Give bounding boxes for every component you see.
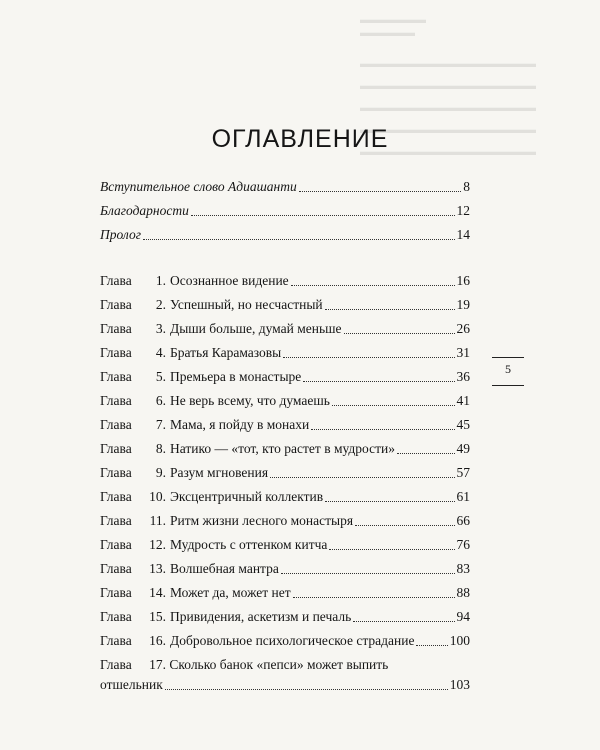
chapter-title: Эксцентричный коллектив — [170, 489, 324, 504]
chapter-title: Мама, я пойду в монахи — [170, 417, 310, 432]
dot-leader — [143, 239, 455, 240]
dot-leader — [283, 357, 454, 358]
dot-leader — [303, 381, 454, 382]
chapter-page: 49 — [456, 441, 470, 456]
chapter-number: 2. — [155, 297, 166, 312]
entry-page: 12 — [456, 203, 470, 218]
chapter-page: 41 — [456, 393, 470, 408]
dot-leader — [311, 429, 454, 430]
chapter-word: Глава — [100, 561, 132, 576]
chapter-title: Премьера в монастыре — [170, 369, 302, 384]
dot-leader — [299, 191, 462, 192]
chapter-number: 9. — [155, 465, 166, 480]
chapter-title: Привидения, аскетизм и печаль — [170, 609, 352, 624]
dot-leader — [191, 215, 455, 216]
chapter-page: 26 — [456, 321, 470, 336]
toc-entry-chapter[interactable] — [100, 512, 470, 530]
toc-entry-chapter[interactable] — [100, 488, 470, 506]
chapter-title: Добровольное психологическое страдание — [170, 633, 415, 648]
chapter-page: 88 — [456, 585, 470, 600]
dot-leader — [165, 689, 448, 690]
toc-entry-chapter[interactable] — [100, 608, 470, 626]
chapter-word: Глава — [100, 297, 132, 312]
page-number: 5 — [505, 362, 511, 376]
chapter-number: 13. — [149, 561, 166, 576]
chapter-word: Глава — [100, 369, 132, 384]
dot-leader — [293, 597, 455, 598]
toc-entry-chapter[interactable] — [100, 632, 470, 650]
toc-entry-chapter[interactable] — [100, 344, 470, 362]
toc-entry-chapter[interactable] — [100, 560, 470, 578]
dot-leader — [291, 285, 455, 286]
chapter-word: Глава — [100, 537, 132, 552]
chapter-page: 16 — [456, 273, 470, 288]
chapter-number: 5. — [155, 369, 166, 384]
dot-leader — [355, 525, 454, 526]
chapter-word: Глава — [100, 417, 132, 432]
chapter-word: Глава — [100, 441, 132, 456]
chapter-page: 45 — [456, 417, 470, 432]
chapter-title: Натико — «тот, кто растет в мудрости» — [170, 441, 395, 456]
toc-entry-chapter[interactable] — [100, 368, 470, 386]
toc-entry-chapter[interactable] — [100, 464, 470, 482]
chapter-page: 19 — [456, 297, 470, 312]
bleed-through-line: ▬▬▬▬▬▬▬▬▬▬▬▬▬▬▬▬ — [360, 58, 536, 70]
entry-page: 14 — [456, 227, 470, 242]
chapter-title: Дыши больше, думай меньше — [170, 321, 342, 336]
chapter-number: 1. — [155, 273, 166, 288]
folio-rule-bottom — [492, 385, 524, 386]
entry-title: Благодарности — [100, 203, 189, 218]
chapter-number: 12. — [149, 537, 166, 552]
chapter-word: Глава — [100, 321, 132, 336]
dot-leader — [325, 309, 455, 310]
toc-entry-chapter[interactable] — [100, 416, 470, 434]
chapter-title-line1: Сколько банок «пепси» может выпить — [169, 657, 389, 672]
entry-page: 8 — [463, 179, 470, 194]
toc-entry-acknowledgements[interactable] — [100, 202, 470, 220]
bleed-through-line: ▬▬▬▬▬▬▬▬▬▬▬▬▬▬▬▬ — [360, 124, 536, 136]
chapter-page: 36 — [456, 369, 470, 384]
dot-leader — [329, 549, 454, 550]
chapter-number: 6. — [155, 393, 166, 408]
toc-entry-chapter[interactable] — [100, 536, 470, 554]
chapter-word: Глава — [100, 345, 132, 360]
chapter-page: 66 — [456, 513, 470, 528]
chapter-title: Разум мгновения — [170, 465, 269, 480]
chapter-title: Не верь всему, что думаешь — [170, 393, 330, 408]
chapter-number: 4. — [155, 345, 166, 360]
chapter-word: Глава — [100, 585, 132, 600]
chapter-number: 16. — [149, 633, 166, 648]
dot-leader — [353, 621, 454, 622]
chapter-word: Глава — [100, 657, 132, 672]
chapter-title-line2: отшельник — [100, 677, 163, 692]
bleed-through-header: ▬▬▬▬▬▬ ▬▬▬▬▬ — [360, 14, 426, 39]
chapter-number: 15. — [149, 609, 166, 624]
folio-rule-top — [492, 357, 524, 358]
bleed-through-line: ▬▬▬▬▬▬▬▬▬▬▬▬▬▬▬▬ — [360, 80, 536, 92]
toc-entry-foreword[interactable] — [100, 178, 470, 196]
chapter-page: 31 — [456, 345, 470, 360]
chapter-title: Успешный, но несчастный — [170, 297, 323, 312]
chapter-word: Глава — [100, 273, 132, 288]
chapter-page: 100 — [449, 633, 470, 648]
chapter-title: Осознанное видение — [170, 273, 289, 288]
chapter-word: Глава — [100, 489, 132, 504]
chapter-page: 57 — [456, 465, 470, 480]
chapter-title: Ритм жизни лесного монастыря — [170, 513, 354, 528]
toc-entry-chapter[interactable] — [100, 440, 470, 458]
chapter-title: Братья Карамазовы — [170, 345, 282, 360]
bleed-through-line: ▬▬▬▬▬▬▬▬▬▬▬▬▬▬▬▬ — [360, 102, 536, 114]
chapter-number: 8. — [155, 441, 166, 456]
chapter-page: 103 — [449, 677, 470, 692]
entry-title: Вступительное слово Адиашанти — [100, 179, 297, 194]
toc-entry-prologue[interactable] — [100, 226, 470, 244]
chapter-page: 76 — [456, 537, 470, 552]
toc-entry-chapter-17-line1[interactable] — [100, 656, 470, 674]
chapter-number: 10. — [149, 489, 166, 504]
dot-leader — [397, 453, 455, 454]
chapter-page: 94 — [456, 609, 470, 624]
dot-leader — [416, 645, 447, 646]
dot-leader — [270, 477, 454, 478]
toc-entry-chapter-17-line2[interactable] — [100, 676, 470, 694]
toc-heading: ОГЛАВЛЕНИЕ — [211, 124, 389, 153]
chapter-word: Глава — [100, 609, 132, 624]
bleed-through-line: ▬▬▬▬▬▬▬▬▬▬▬▬▬▬▬▬ — [360, 146, 536, 158]
toc-entry-chapter[interactable] — [100, 296, 470, 314]
chapter-number: 14. — [149, 585, 166, 600]
toc-entry-chapter[interactable] — [100, 584, 470, 602]
dot-leader — [325, 501, 454, 502]
chapter-word: Глава — [100, 513, 132, 528]
chapter-title: Может да, может нет — [170, 585, 291, 600]
chapter-word: Глава — [100, 633, 132, 648]
chapter-number: 3. — [155, 321, 166, 336]
chapter-word: Глава — [100, 393, 132, 408]
chapter-number: 17. — [149, 657, 166, 672]
chapter-page: 83 — [456, 561, 470, 576]
dot-leader — [344, 333, 455, 334]
chapter-number: 7. — [155, 417, 166, 432]
chapter-word: Глава — [100, 465, 132, 480]
dot-leader — [332, 405, 455, 406]
dot-leader — [281, 573, 455, 574]
chapter-number: 11. — [149, 513, 166, 528]
chapter-page: 61 — [456, 489, 470, 504]
toc-entry-chapter[interactable] — [100, 392, 470, 410]
toc-entry-chapter[interactable] — [100, 272, 470, 290]
entry-title: Пролог — [100, 227, 141, 242]
chapter-title: Мудрость с оттенком китча — [170, 537, 328, 552]
toc-entry-chapter[interactable] — [100, 320, 470, 338]
chapter-title: Волшебная мантра — [170, 561, 279, 576]
